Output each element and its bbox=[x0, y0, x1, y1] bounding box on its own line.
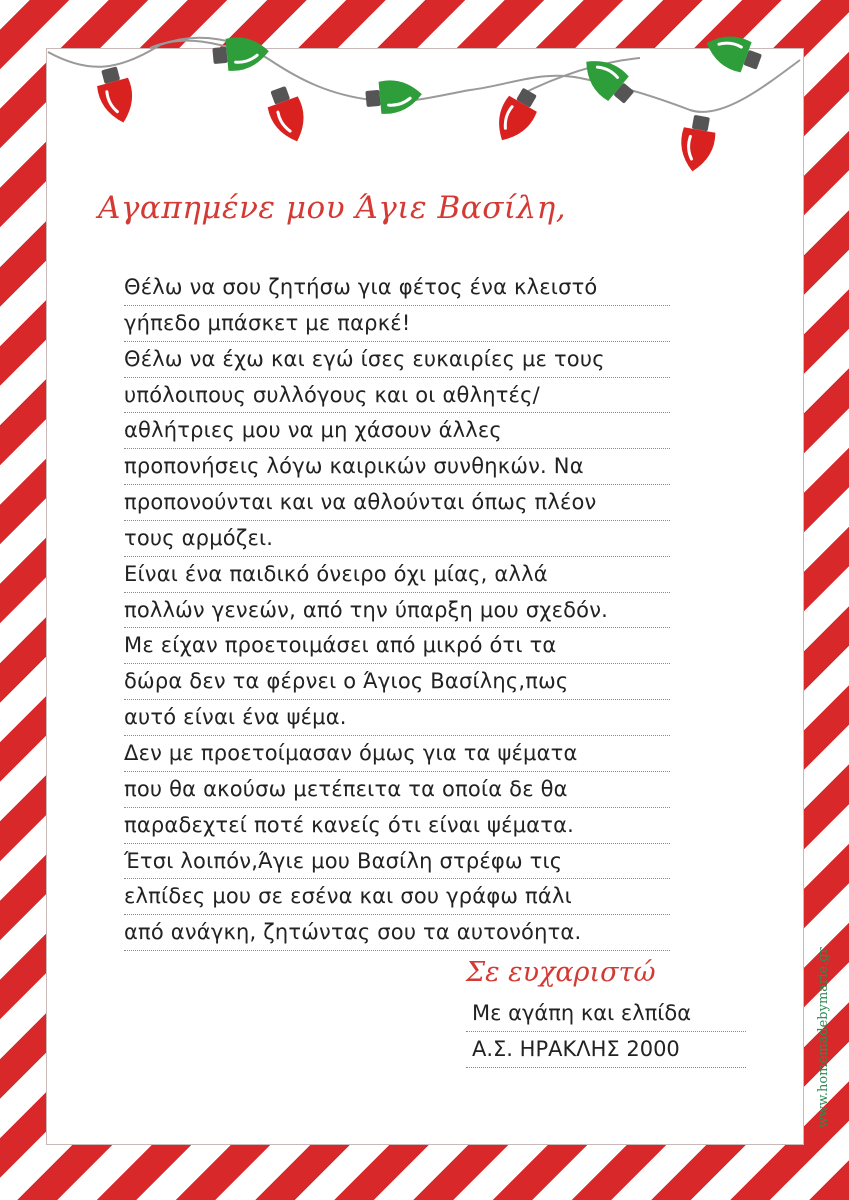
letter-line: Με είχαν προετοιμάσει από μικρό ότι τα bbox=[124, 628, 670, 664]
signature-line: Α.Σ. ΗΡΑΚΛΗΣ 2000 bbox=[466, 1032, 746, 1068]
letter-line: δώρα δεν τα φέρνει ο Άγιος Βασίλης,πως bbox=[124, 664, 670, 700]
letter-line: υπόλοιπους συλλόγους και οι αθλητές/ bbox=[124, 378, 670, 414]
letter-line: αυτό είναι ένα ψέμα. bbox=[124, 700, 670, 736]
signature-line: Με αγάπη και ελπίδα bbox=[466, 996, 746, 1032]
letter-line: προπονούνται και να αθλούνται όπως πλέον bbox=[124, 485, 670, 521]
letter-line: που θα ακούσω μετέπειτα τα οποία δε θα bbox=[124, 772, 670, 808]
garland-wire bbox=[48, 38, 800, 112]
letter-line: προπονήσεις λόγω καιρικών συνθηκών. Να bbox=[124, 449, 670, 485]
letter-greeting: Αγαπημένε μου Άγιε Βασίλη, bbox=[98, 190, 567, 226]
watermark-url: www.homemadebymarie.gr bbox=[816, 947, 831, 1128]
red-bulb-icon bbox=[262, 83, 312, 147]
letter-line: Θέλω να σου ζητήσω για φέτος ένα κλειστό bbox=[124, 270, 670, 306]
green-bulb-icon bbox=[365, 78, 424, 116]
letter-closing bbox=[466, 956, 746, 1068]
letter-line: Έτσι λοιπόν,Άγιε μου Βασίλη στρέφω τις bbox=[124, 844, 670, 880]
letter-line: Θέλω να έχω και εγώ ίσες ευκαιρίες με τους bbox=[124, 342, 670, 378]
letter-line: Δεν με προετοίμασαν όμως για τα ψέματα bbox=[124, 736, 670, 772]
closing-thanks: Σε ευχαριστώ bbox=[466, 957, 656, 988]
letter-line: τους αρμόζει. bbox=[124, 521, 670, 557]
letter-line: αθλήτριες μου να μη χάσουν άλλες bbox=[124, 413, 670, 449]
red-bulb-icon bbox=[676, 113, 719, 174]
letter-body bbox=[124, 270, 670, 951]
letter-line: ελπίδες μου σε εσένα και σου γράφω πάλι bbox=[124, 879, 670, 915]
signature-block bbox=[466, 996, 746, 1068]
letter-line: παραδεχτεί ποτέ κανείς ότι είναι ψέματα. bbox=[124, 808, 670, 844]
red-bulb-icon bbox=[488, 83, 545, 148]
christmas-lights-garland bbox=[0, 0, 849, 200]
letter-line: πολλών γενεών, από την ύπαρξη μου σχεδόν. bbox=[124, 593, 670, 629]
letter-line: Είναι ένα παιδικό όνειρο όχι μίας, αλλά bbox=[124, 557, 670, 593]
letter-line: από ανάγκη, ζητώντας σου τα αυτονόητα. bbox=[124, 915, 670, 951]
green-bulb-icon bbox=[701, 27, 765, 77]
red-bulb-icon bbox=[93, 64, 140, 127]
letter-line: γήπεδο μπάσκετ με παρκέ! bbox=[124, 306, 670, 342]
